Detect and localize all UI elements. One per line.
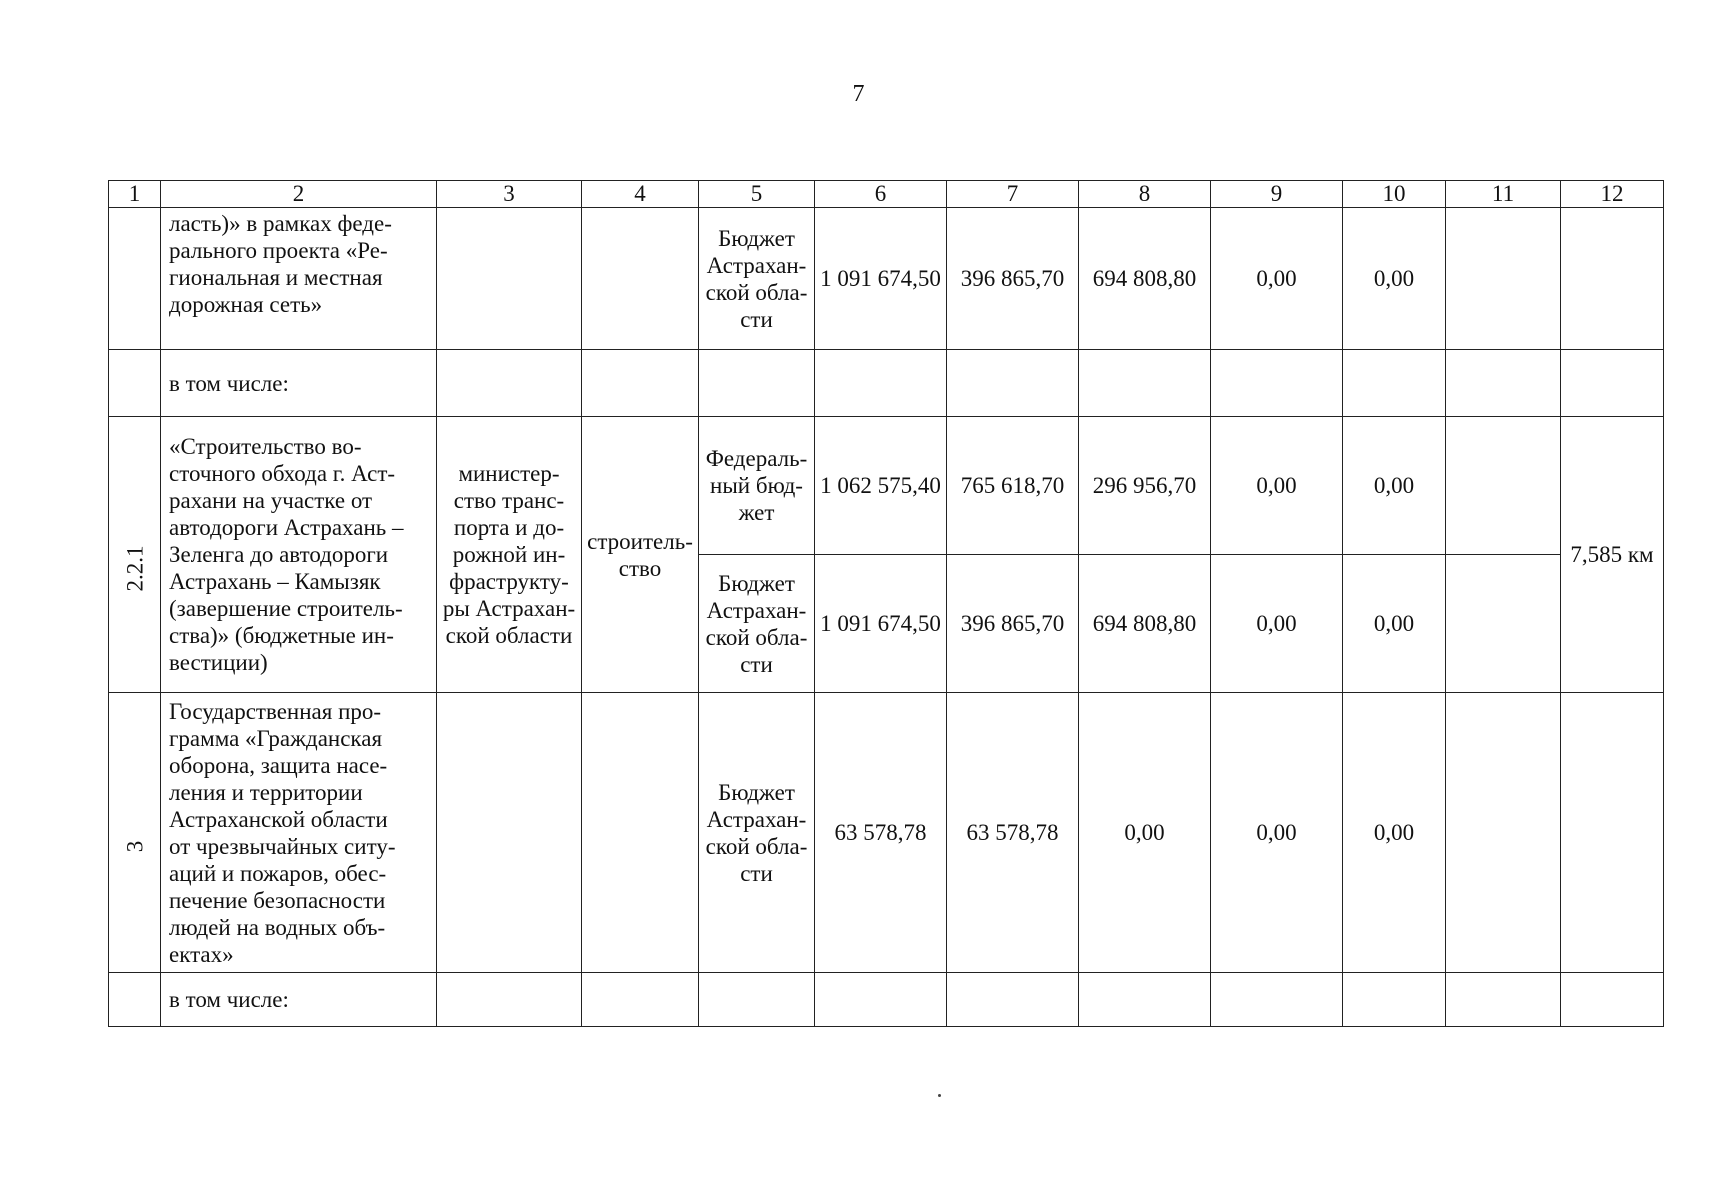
description-cell: в том числе: (161, 973, 437, 1027)
column-header-5: 5 (699, 181, 815, 208)
row-number-cell (109, 350, 161, 417)
column-header-10: 10 (1343, 181, 1446, 208)
work-type-cell (582, 693, 699, 973)
empty-cell (1446, 973, 1561, 1027)
row-number-cell (109, 693, 161, 973)
scan-speck (938, 1094, 941, 1097)
column-header-6: 6 (815, 181, 947, 208)
total-amount-cell: 1 091 674,50 (815, 208, 947, 350)
year-amount-cell: 765 618,70 (947, 417, 1079, 555)
description-cell: Государственная про- грамма «Гражданская оборона, защита насе- ления и территории Астраханской области от чрезвычайных ситу- аций и пожаров, обес- печение безопасности людей на водных объ- ектах» (161, 693, 437, 973)
empty-cell (437, 973, 582, 1027)
empty-cell (1446, 417, 1561, 555)
total-amount-cell: 1 091 674,50 (815, 555, 947, 693)
empty-cell (437, 350, 582, 417)
responsible-cell (437, 693, 582, 973)
description-cell: ласть)» в рамках феде- рального проекта «Ре- гиональная и местная дорожная сеть» (161, 208, 437, 350)
year-amount-cell: 0,00 (1211, 417, 1343, 555)
column-number-header-row (109, 181, 1664, 208)
empty-cell (1211, 973, 1343, 1027)
description-cell: в том числе: (161, 350, 437, 417)
empty-cell (815, 973, 947, 1027)
empty-cell (1343, 350, 1446, 417)
funding-source-cell: Бюджет Астрахан- ской обла- сти (699, 555, 815, 693)
year-amount-cell: 0,00 (1343, 417, 1446, 555)
column-header-1: 1 (109, 181, 161, 208)
budget-table (108, 180, 1664, 1027)
empty-cell (815, 350, 947, 417)
funding-source-cell: Бюджет Астрахан- ской обла- сти (699, 693, 815, 973)
column-header-12: 12 (1561, 181, 1664, 208)
row-number-cell (109, 417, 161, 693)
empty-cell (1079, 973, 1211, 1027)
year-amount-cell: 0,00 (1343, 555, 1446, 693)
column-header-2: 2 (161, 181, 437, 208)
column-header-8: 8 (1079, 181, 1211, 208)
empty-cell (1446, 208, 1561, 350)
result-cell (1561, 208, 1664, 350)
empty-cell (1446, 693, 1561, 973)
empty-cell (1343, 973, 1446, 1027)
result-cell (1561, 693, 1664, 973)
row-number-cell (109, 973, 161, 1027)
total-amount-cell: 63 578,78 (815, 693, 947, 973)
year-amount-cell: 0,00 (1211, 208, 1343, 350)
work-type-cell: строитель- ство (582, 417, 699, 693)
year-amount-cell: 296 956,70 (1079, 417, 1211, 555)
table-row-regional-project (109, 208, 1664, 350)
year-amount-cell: 694 808,80 (1079, 555, 1211, 693)
row-number: 2.2.1 (122, 545, 148, 591)
funding-source-cell: Бюджет Астрахан- ской обла- сти (699, 208, 815, 350)
column-header-7: 7 (947, 181, 1079, 208)
result-cell: 7,585 км (1561, 417, 1664, 693)
column-header-3: 3 (437, 181, 582, 208)
row-number: 3 (122, 840, 147, 852)
description-cell: «Строительство во- сточного обхода г. Аст- рахани на участке от автодороги Астрахань – Зеленга до автодороги Астрахань – Камызяк (завершение строитель- ства)» (бюджетные ин- вестиции) (161, 417, 437, 693)
empty-cell (1561, 973, 1664, 1027)
table-row-including (109, 350, 1664, 417)
empty-cell (699, 350, 815, 417)
year-amount-cell: 0,00 (1211, 693, 1343, 973)
page-number: 7 (852, 81, 865, 107)
empty-cell (1446, 555, 1561, 693)
row-number-cell (109, 208, 161, 350)
table-row-construction-federal (109, 417, 1664, 555)
year-amount-cell: 0,00 (1211, 555, 1343, 693)
column-header-11: 11 (1446, 181, 1561, 208)
year-amount-cell: 396 865,70 (947, 555, 1079, 693)
year-amount-cell: 0,00 (1079, 693, 1211, 973)
empty-cell (582, 350, 699, 417)
year-amount-cell: 63 578,78 (947, 693, 1079, 973)
work-type-cell (582, 208, 699, 350)
year-amount-cell: 0,00 (1343, 208, 1446, 350)
year-amount-cell: 0,00 (1343, 693, 1446, 973)
year-amount-cell: 396 865,70 (947, 208, 1079, 350)
column-header-4: 4 (582, 181, 699, 208)
year-amount-cell: 694 808,80 (1079, 208, 1211, 350)
responsible-cell: министер- ство транс- порта и до- рожной ин- фраструкту- ры Астрахан- ской области (437, 417, 582, 693)
empty-cell (947, 350, 1079, 417)
empty-cell (1561, 350, 1664, 417)
funding-source-cell: Федераль- ный бюд- жет (699, 417, 815, 555)
column-header-9: 9 (1211, 181, 1343, 208)
empty-cell (699, 973, 815, 1027)
empty-cell (1079, 350, 1211, 417)
responsible-cell (437, 208, 582, 350)
table-row-state-program (109, 693, 1664, 973)
empty-cell (947, 973, 1079, 1027)
total-amount-cell: 1 062 575,40 (815, 417, 947, 555)
table-row-including (109, 973, 1664, 1027)
empty-cell (582, 973, 699, 1027)
empty-cell (1211, 350, 1343, 417)
empty-cell (1446, 350, 1561, 417)
